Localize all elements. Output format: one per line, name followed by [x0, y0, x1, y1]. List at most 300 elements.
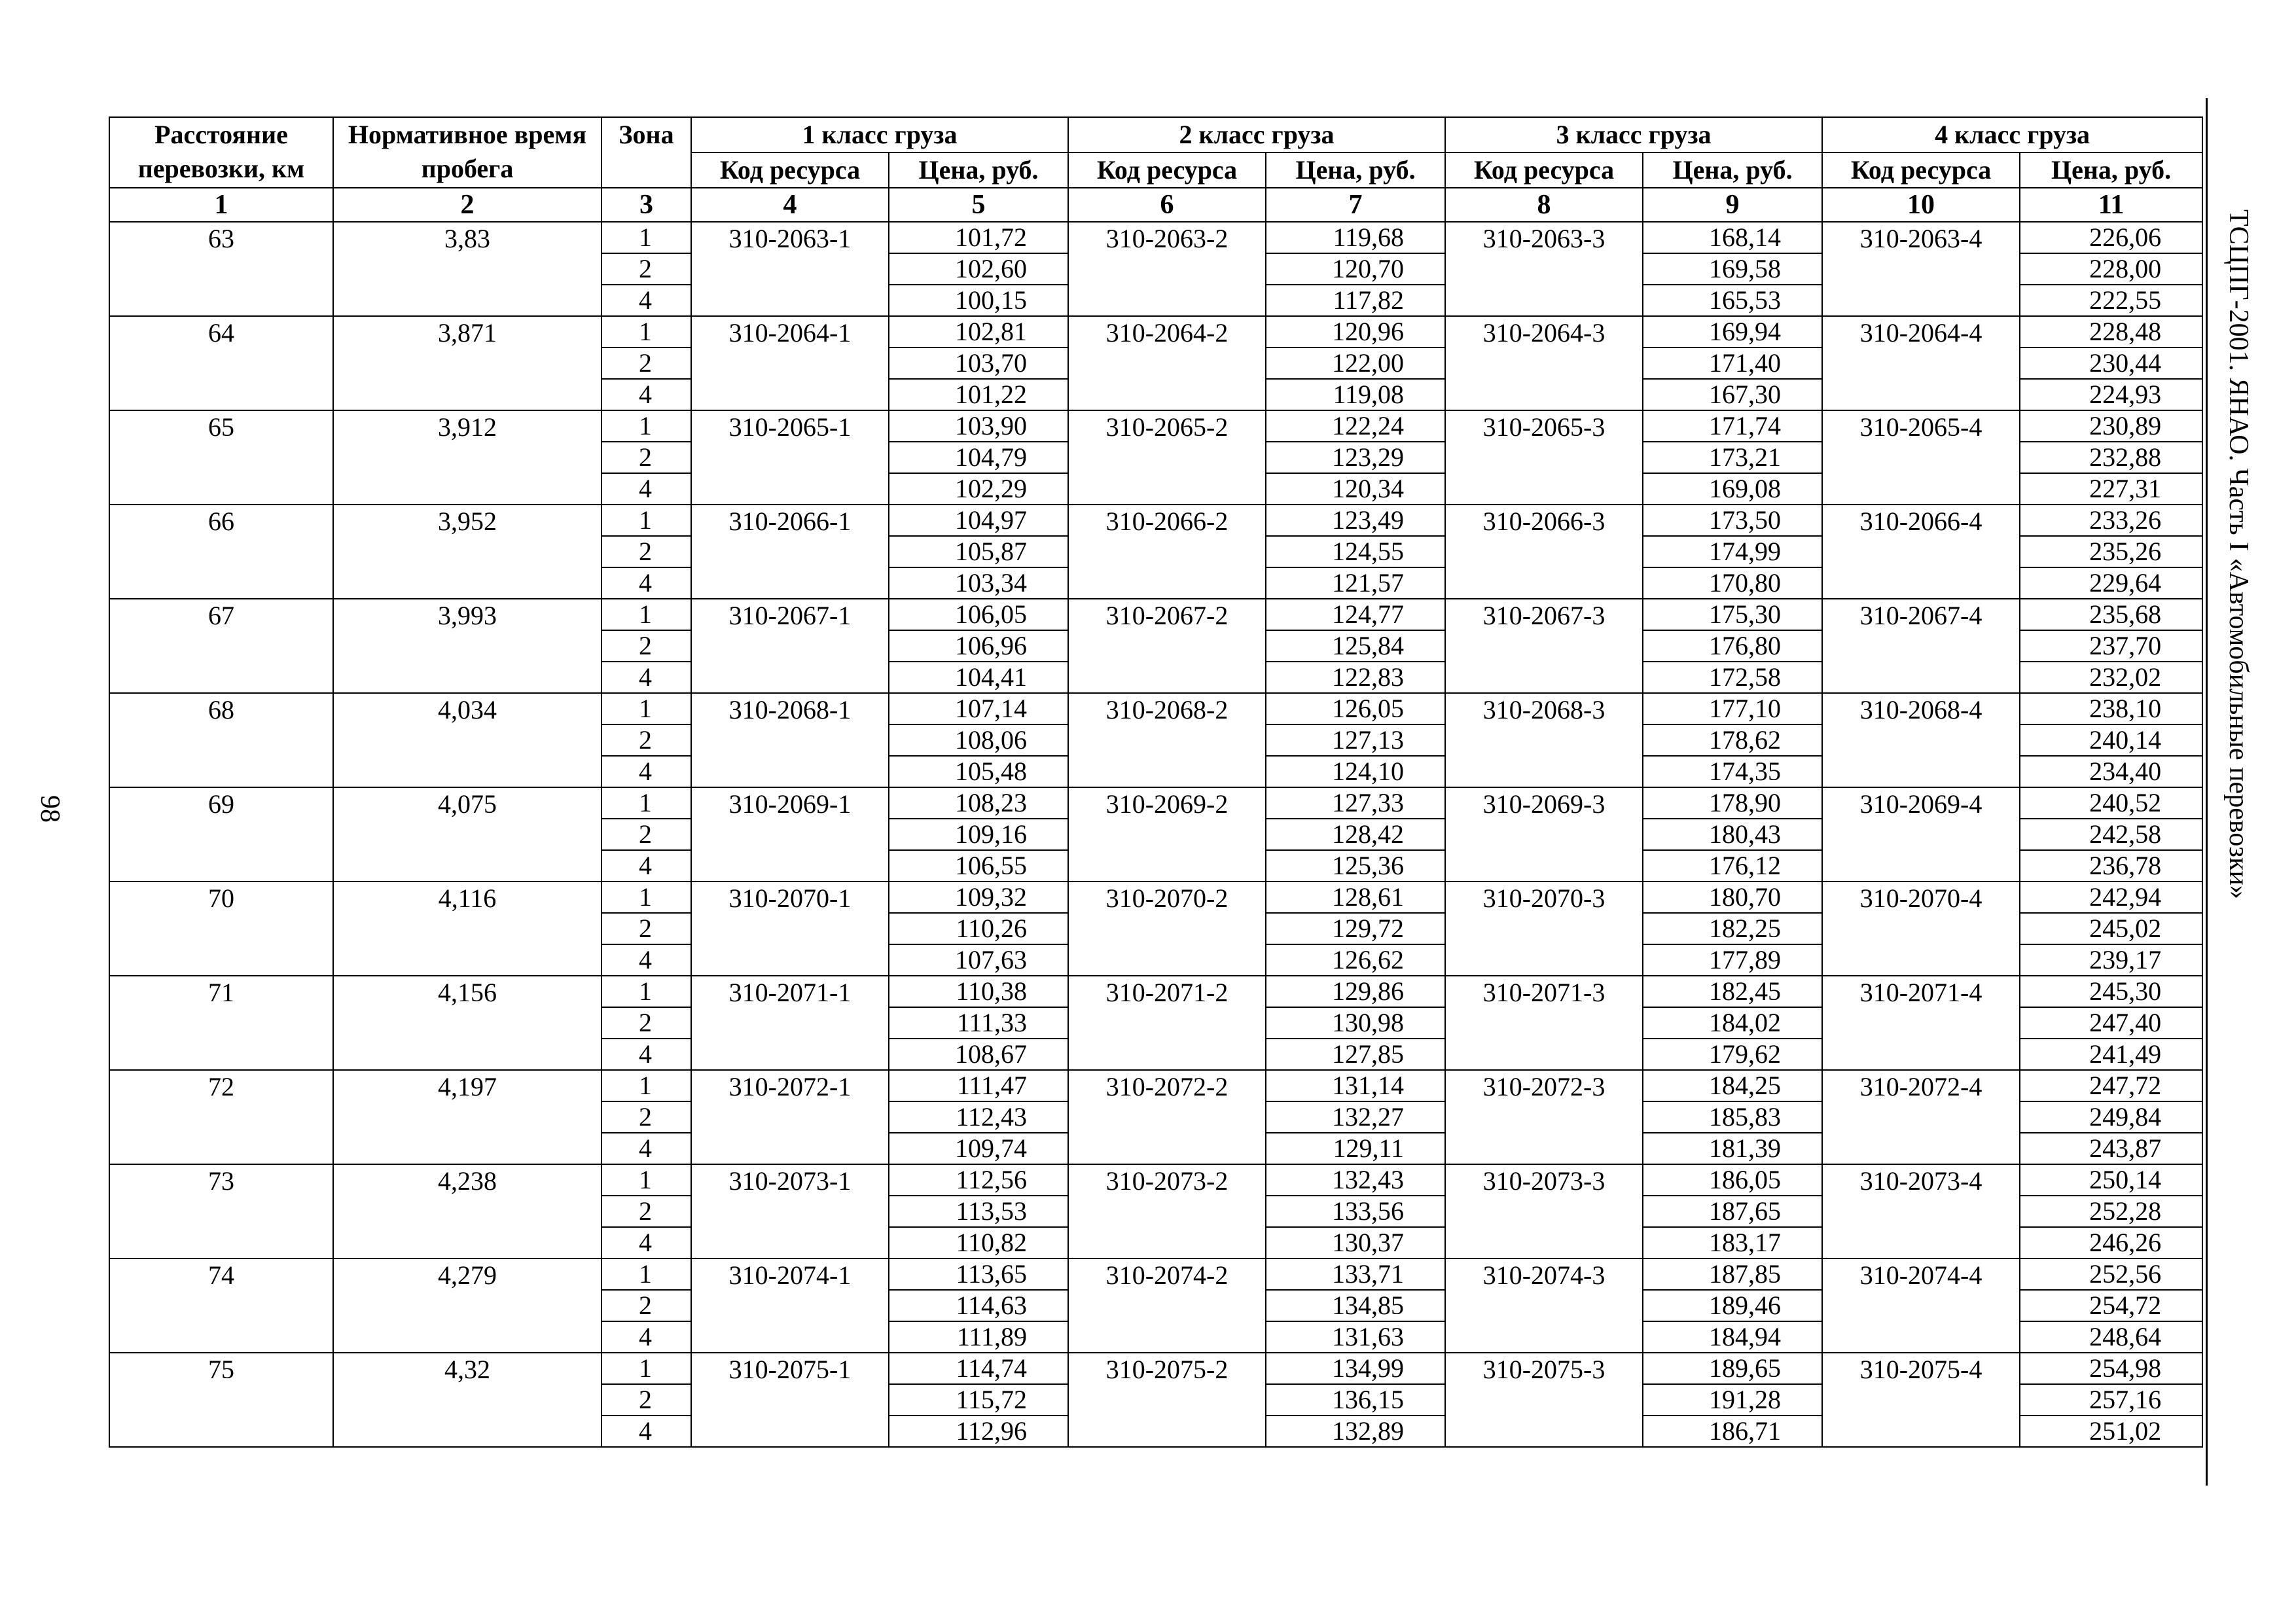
resource-code-cell: 310-2064-4 — [1822, 316, 2020, 410]
time-cell: 4,116 — [333, 882, 601, 976]
price-cell: 169,58 — [1643, 253, 1822, 285]
table-row — [109, 1164, 2202, 1196]
header-distance-label: Расстояние перевозки, км — [137, 120, 305, 183]
resource-code-cell: 310-2063-2 — [1068, 222, 1266, 316]
distance-cell: 66 — [109, 505, 333, 599]
price-cell: 250,14 — [2020, 1164, 2202, 1196]
price-cell: 122,24 — [1266, 410, 1445, 442]
price-cell: 184,25 — [1643, 1070, 1822, 1101]
price-cell: 104,97 — [889, 505, 1068, 536]
header-zone-label: Зона — [619, 120, 674, 149]
price-cell: 124,55 — [1266, 536, 1445, 567]
resource-code-cell: 310-2064-2 — [1068, 316, 1266, 410]
price-cell: 111,33 — [889, 1007, 1068, 1039]
price-cell: 179,62 — [1643, 1039, 1822, 1070]
zone-cell: 4 — [601, 1321, 691, 1353]
price-cell: 114,74 — [889, 1353, 1068, 1384]
column-number: 2 — [333, 188, 601, 222]
zone-cell: 1 — [601, 222, 691, 253]
header-time-label: Нормативное время пробега — [348, 120, 587, 183]
resource-code-cell: 310-2063-3 — [1445, 222, 1643, 316]
resource-code-cell: 310-2067-4 — [1822, 599, 2020, 693]
zone-cell: 1 — [601, 976, 691, 1007]
price-cell: 181,39 — [1643, 1133, 1822, 1164]
header-price-2: Цена, руб. — [1266, 152, 1445, 188]
price-cell: 106,05 — [889, 599, 1068, 630]
column-number-row — [109, 188, 2202, 222]
resource-code-cell: 310-2070-2 — [1068, 882, 1266, 976]
distance-cell: 70 — [109, 882, 333, 976]
header-price-4: Цена, руб. — [2020, 152, 2202, 188]
price-cell: 229,64 — [2020, 567, 2202, 599]
price-cell: 227,31 — [2020, 473, 2202, 505]
price-cell: 252,28 — [2020, 1196, 2202, 1227]
price-cell: 237,70 — [2020, 630, 2202, 662]
price-cell: 239,17 — [2020, 944, 2202, 976]
price-cell: 110,82 — [889, 1227, 1068, 1258]
zone-cell: 1 — [601, 882, 691, 913]
resource-code-cell: 310-2072-3 — [1445, 1070, 1643, 1164]
table-row — [109, 1070, 2202, 1101]
price-cell: 108,23 — [889, 787, 1068, 819]
column-number: 10 — [1822, 188, 2020, 222]
header-code-3: Код ресурса — [1445, 152, 1643, 188]
zone-cell: 4 — [601, 850, 691, 882]
zone-cell: 2 — [601, 253, 691, 285]
price-cell: 104,41 — [889, 662, 1068, 693]
header-time — [333, 117, 601, 188]
price-cell: 184,94 — [1643, 1321, 1822, 1353]
running-header-text: ТСЦПГ-2001. ЯНАО. Часть I «Автомобильные перевозки» — [2223, 209, 2253, 899]
resource-code-cell: 310-2065-2 — [1068, 410, 1266, 505]
price-cell: 242,58 — [2020, 819, 2202, 850]
price-cell: 111,89 — [889, 1321, 1068, 1353]
price-cell: 169,08 — [1643, 473, 1822, 505]
resource-code-cell: 310-2068-3 — [1445, 693, 1643, 787]
resource-code-cell: 310-2068-2 — [1068, 693, 1266, 787]
price-cell: 238,10 — [2020, 693, 2202, 724]
price-cell: 226,06 — [2020, 222, 2202, 253]
zone-cell: 2 — [601, 819, 691, 850]
header-class1: 1 класс груза — [691, 117, 1068, 152]
price-cell: 129,11 — [1266, 1133, 1445, 1164]
time-cell: 4,034 — [333, 693, 601, 787]
price-cell: 126,05 — [1266, 693, 1445, 724]
price-cell: 110,38 — [889, 976, 1068, 1007]
resource-code-cell: 310-2064-3 — [1445, 316, 1643, 410]
distance-cell: 65 — [109, 410, 333, 505]
price-cell: 128,42 — [1266, 819, 1445, 850]
resource-code-cell: 310-2073-4 — [1822, 1164, 2020, 1258]
price-cell: 120,34 — [1266, 473, 1445, 505]
price-cell: 187,85 — [1643, 1258, 1822, 1290]
price-cell: 170,80 — [1643, 567, 1822, 599]
price-cell: 112,56 — [889, 1164, 1068, 1196]
zone-cell: 1 — [601, 1258, 691, 1290]
price-cell: 122,00 — [1266, 348, 1445, 379]
running-header — [2206, 98, 2278, 1486]
header-class4: 4 класс груза — [1822, 117, 2202, 152]
resource-code-cell: 310-2067-1 — [691, 599, 889, 693]
price-cell: 236,78 — [2020, 850, 2202, 882]
price-cell: 177,89 — [1643, 944, 1822, 976]
table-row — [109, 316, 2202, 348]
time-cell: 3,83 — [333, 222, 601, 316]
price-cell: 127,33 — [1266, 787, 1445, 819]
resource-code-cell: 310-2074-3 — [1445, 1258, 1643, 1353]
price-cell: 125,84 — [1266, 630, 1445, 662]
zone-cell: 1 — [601, 410, 691, 442]
header-zone — [601, 117, 691, 188]
resource-code-cell: 310-2068-1 — [691, 693, 889, 787]
price-cell: 233,26 — [2020, 505, 2202, 536]
time-cell: 4,238 — [333, 1164, 601, 1258]
price-cell: 230,44 — [2020, 348, 2202, 379]
zone-cell: 2 — [601, 1384, 691, 1416]
resource-code-cell: 310-2067-3 — [1445, 599, 1643, 693]
tariff-table — [109, 116, 2203, 1448]
price-cell: 113,65 — [889, 1258, 1068, 1290]
price-cell: 103,70 — [889, 348, 1068, 379]
price-cell: 115,72 — [889, 1384, 1068, 1416]
price-cell: 129,86 — [1266, 976, 1445, 1007]
price-cell: 243,87 — [2020, 1133, 2202, 1164]
zone-cell: 4 — [601, 1039, 691, 1070]
price-cell: 228,48 — [2020, 316, 2202, 348]
price-cell: 131,63 — [1266, 1321, 1445, 1353]
price-cell: 178,90 — [1643, 787, 1822, 819]
price-cell: 191,28 — [1643, 1384, 1822, 1416]
price-cell: 100,15 — [889, 285, 1068, 316]
header-code-4: Код ресурса — [1822, 152, 2020, 188]
price-cell: 125,36 — [1266, 850, 1445, 882]
table-row — [109, 1353, 2202, 1384]
resource-code-cell: 310-2069-1 — [691, 787, 889, 882]
price-cell: 232,88 — [2020, 442, 2202, 473]
resource-code-cell: 310-2070-3 — [1445, 882, 1643, 976]
price-cell: 187,65 — [1643, 1196, 1822, 1227]
price-cell: 245,02 — [2020, 913, 2202, 944]
price-cell: 106,55 — [889, 850, 1068, 882]
price-cell: 254,98 — [2020, 1353, 2202, 1384]
resource-code-cell: 310-2075-2 — [1068, 1353, 1266, 1447]
distance-cell: 67 — [109, 599, 333, 693]
price-cell: 230,89 — [2020, 410, 2202, 442]
price-cell: 106,96 — [889, 630, 1068, 662]
price-cell: 184,02 — [1643, 1007, 1822, 1039]
resource-code-cell: 310-2074-2 — [1068, 1258, 1266, 1353]
header-class3: 3 класс груза — [1445, 117, 1822, 152]
price-cell: 248,64 — [2020, 1321, 2202, 1353]
price-cell: 169,94 — [1643, 316, 1822, 348]
price-cell: 182,45 — [1643, 976, 1822, 1007]
resource-code-cell: 310-2063-4 — [1822, 222, 2020, 316]
price-cell: 183,17 — [1643, 1227, 1822, 1258]
price-cell: 224,93 — [2020, 379, 2202, 410]
price-cell: 180,70 — [1643, 882, 1822, 913]
distance-cell: 74 — [109, 1258, 333, 1353]
price-cell: 130,37 — [1266, 1227, 1445, 1258]
price-cell: 117,82 — [1266, 285, 1445, 316]
price-cell: 124,77 — [1266, 599, 1445, 630]
price-cell: 109,16 — [889, 819, 1068, 850]
price-cell: 174,99 — [1643, 536, 1822, 567]
resource-code-cell: 310-2071-4 — [1822, 976, 2020, 1070]
time-cell: 4,197 — [333, 1070, 601, 1164]
price-cell: 109,74 — [889, 1133, 1068, 1164]
price-cell: 245,30 — [2020, 976, 2202, 1007]
time-cell: 4,279 — [333, 1258, 601, 1353]
price-cell: 132,27 — [1266, 1101, 1445, 1133]
price-cell: 103,90 — [889, 410, 1068, 442]
resource-code-cell: 310-2075-4 — [1822, 1353, 2020, 1447]
price-cell: 247,40 — [2020, 1007, 2202, 1039]
price-cell: 101,72 — [889, 222, 1068, 253]
table-row — [109, 787, 2202, 819]
resource-code-cell: 310-2073-2 — [1068, 1164, 1266, 1258]
zone-cell: 2 — [601, 348, 691, 379]
resource-code-cell: 310-2066-4 — [1822, 505, 2020, 599]
resource-code-cell: 310-2070-1 — [691, 882, 889, 976]
price-cell: 134,85 — [1266, 1290, 1445, 1321]
price-cell: 133,71 — [1266, 1258, 1445, 1290]
page-number: 98 — [35, 795, 65, 823]
resource-code-cell: 310-2071-2 — [1068, 976, 1266, 1070]
distance-cell: 69 — [109, 787, 333, 882]
resource-code-cell: 310-2069-3 — [1445, 787, 1643, 882]
price-cell: 102,29 — [889, 473, 1068, 505]
price-cell: 173,21 — [1643, 442, 1822, 473]
price-cell: 136,15 — [1266, 1384, 1445, 1416]
price-cell: 121,57 — [1266, 567, 1445, 599]
distance-cell: 64 — [109, 316, 333, 410]
price-cell: 113,53 — [889, 1196, 1068, 1227]
zone-cell: 2 — [601, 1101, 691, 1133]
price-cell: 103,34 — [889, 567, 1068, 599]
price-cell: 131,14 — [1266, 1070, 1445, 1101]
resource-code-cell: 310-2064-1 — [691, 316, 889, 410]
column-number: 7 — [1266, 188, 1445, 222]
distance-cell: 72 — [109, 1070, 333, 1164]
column-number: 9 — [1643, 188, 1822, 222]
header-price-1: Цена, руб. — [889, 152, 1068, 188]
column-number: 11 — [2020, 188, 2202, 222]
price-cell: 165,53 — [1643, 285, 1822, 316]
price-cell: 240,52 — [2020, 787, 2202, 819]
price-cell: 251,02 — [2020, 1416, 2202, 1447]
column-number: 6 — [1068, 188, 1266, 222]
price-cell: 176,80 — [1643, 630, 1822, 662]
price-cell: 102,60 — [889, 253, 1068, 285]
header-code-1: Код ресурса — [691, 152, 889, 188]
price-cell: 123,29 — [1266, 442, 1445, 473]
price-cell: 132,43 — [1266, 1164, 1445, 1196]
price-cell: 257,16 — [2020, 1384, 2202, 1416]
price-cell: 252,56 — [2020, 1258, 2202, 1290]
time-cell: 4,156 — [333, 976, 601, 1070]
price-cell: 235,26 — [2020, 536, 2202, 567]
resource-code-cell: 310-2072-2 — [1068, 1070, 1266, 1164]
column-number: 4 — [691, 188, 889, 222]
running-header-rule — [2206, 98, 2208, 1486]
price-cell: 119,68 — [1266, 222, 1445, 253]
resource-code-cell: 310-2069-4 — [1822, 787, 2020, 882]
column-number: 5 — [889, 188, 1068, 222]
zone-cell: 4 — [601, 567, 691, 599]
resource-code-cell: 310-2065-1 — [691, 410, 889, 505]
header-distance — [109, 117, 333, 188]
zone-cell: 2 — [601, 630, 691, 662]
zone-cell: 2 — [601, 536, 691, 567]
resource-code-cell: 310-2074-1 — [691, 1258, 889, 1353]
price-cell: 249,84 — [2020, 1101, 2202, 1133]
price-cell: 175,30 — [1643, 599, 1822, 630]
price-cell: 110,26 — [889, 913, 1068, 944]
resource-code-cell: 310-2073-3 — [1445, 1164, 1643, 1258]
zone-cell: 1 — [601, 599, 691, 630]
zone-cell: 2 — [601, 1290, 691, 1321]
zone-cell: 1 — [601, 787, 691, 819]
price-cell: 178,62 — [1643, 724, 1822, 756]
price-cell: 127,85 — [1266, 1039, 1445, 1070]
zone-cell: 2 — [601, 913, 691, 944]
price-cell: 107,14 — [889, 693, 1068, 724]
header-code-2: Код ресурса — [1068, 152, 1266, 188]
price-cell: 123,49 — [1266, 505, 1445, 536]
zone-cell: 2 — [601, 724, 691, 756]
zone-cell: 1 — [601, 1164, 691, 1196]
price-cell: 168,14 — [1643, 222, 1822, 253]
zone-cell: 4 — [601, 473, 691, 505]
price-cell: 108,06 — [889, 724, 1068, 756]
price-cell: 232,02 — [2020, 662, 2202, 693]
price-cell: 105,48 — [889, 756, 1068, 787]
price-cell: 104,79 — [889, 442, 1068, 473]
price-cell: 112,43 — [889, 1101, 1068, 1133]
price-cell: 133,56 — [1266, 1196, 1445, 1227]
price-cell: 112,96 — [889, 1416, 1068, 1447]
resource-code-cell: 310-2065-4 — [1822, 410, 2020, 505]
price-cell: 130,98 — [1266, 1007, 1445, 1039]
price-cell: 189,46 — [1643, 1290, 1822, 1321]
resource-code-cell: 310-2072-4 — [1822, 1070, 2020, 1164]
zone-cell: 2 — [601, 1007, 691, 1039]
resource-code-cell: 310-2066-3 — [1445, 505, 1643, 599]
price-cell: 127,13 — [1266, 724, 1445, 756]
zone-cell: 4 — [601, 379, 691, 410]
price-cell: 189,65 — [1643, 1353, 1822, 1384]
price-cell: 171,74 — [1643, 410, 1822, 442]
resource-code-cell: 310-2072-1 — [691, 1070, 889, 1164]
price-cell: 126,62 — [1266, 944, 1445, 976]
table-row — [109, 505, 2202, 536]
zone-cell: 4 — [601, 1227, 691, 1258]
price-cell: 101,22 — [889, 379, 1068, 410]
price-cell: 119,08 — [1266, 379, 1445, 410]
price-cell: 182,25 — [1643, 913, 1822, 944]
resource-code-cell: 310-2068-4 — [1822, 693, 2020, 787]
table-body — [109, 222, 2202, 1447]
time-cell: 4,32 — [333, 1353, 601, 1447]
distance-cell: 73 — [109, 1164, 333, 1258]
resource-code-cell: 310-2067-2 — [1068, 599, 1266, 693]
price-cell: 134,99 — [1266, 1353, 1445, 1384]
price-cell: 171,40 — [1643, 348, 1822, 379]
distance-cell: 75 — [109, 1353, 333, 1447]
zone-cell: 4 — [601, 1133, 691, 1164]
zone-cell: 4 — [601, 944, 691, 976]
table-row — [109, 599, 2202, 630]
price-cell: 122,83 — [1266, 662, 1445, 693]
price-cell: 129,72 — [1266, 913, 1445, 944]
column-number: 8 — [1445, 188, 1643, 222]
zone-cell: 2 — [601, 1196, 691, 1227]
price-cell: 222,55 — [2020, 285, 2202, 316]
distance-cell: 63 — [109, 222, 333, 316]
price-cell: 167,30 — [1643, 379, 1822, 410]
price-cell: 185,83 — [1643, 1101, 1822, 1133]
price-cell: 132,89 — [1266, 1416, 1445, 1447]
resource-code-cell: 310-2070-4 — [1822, 882, 2020, 976]
column-number: 1 — [109, 188, 333, 222]
zone-cell: 4 — [601, 285, 691, 316]
table-row — [109, 410, 2202, 442]
resource-code-cell: 310-2075-3 — [1445, 1353, 1643, 1447]
time-cell: 3,912 — [333, 410, 601, 505]
time-cell: 3,952 — [333, 505, 601, 599]
time-cell: 3,871 — [333, 316, 601, 410]
price-cell: 246,26 — [2020, 1227, 2202, 1258]
resource-code-cell: 310-2066-1 — [691, 505, 889, 599]
table-row — [109, 1258, 2202, 1290]
header-price-3: Цена, руб. — [1643, 152, 1822, 188]
price-cell: 254,72 — [2020, 1290, 2202, 1321]
table-header — [109, 117, 2202, 222]
time-cell: 3,993 — [333, 599, 601, 693]
zone-cell: 4 — [601, 662, 691, 693]
zone-cell: 4 — [601, 1416, 691, 1447]
zone-cell: 1 — [601, 316, 691, 348]
resource-code-cell: 310-2071-3 — [1445, 976, 1643, 1070]
price-cell: 172,58 — [1643, 662, 1822, 693]
resource-code-cell: 310-2075-1 — [691, 1353, 889, 1447]
table-row — [109, 222, 2202, 253]
price-cell: 114,63 — [889, 1290, 1068, 1321]
resource-code-cell: 310-2063-1 — [691, 222, 889, 316]
header-class2: 2 класс груза — [1068, 117, 1445, 152]
price-cell: 107,63 — [889, 944, 1068, 976]
price-cell: 174,35 — [1643, 756, 1822, 787]
price-cell: 242,94 — [2020, 882, 2202, 913]
price-cell: 120,96 — [1266, 316, 1445, 348]
price-cell: 241,49 — [2020, 1039, 2202, 1070]
time-cell: 4,075 — [333, 787, 601, 882]
resource-code-cell: 310-2071-1 — [691, 976, 889, 1070]
price-cell: 234,40 — [2020, 756, 2202, 787]
resource-code-cell: 310-2066-2 — [1068, 505, 1266, 599]
price-cell: 109,32 — [889, 882, 1068, 913]
price-cell: 180,43 — [1643, 819, 1822, 850]
price-cell: 176,12 — [1643, 850, 1822, 882]
price-cell: 111,47 — [889, 1070, 1068, 1101]
table-row — [109, 976, 2202, 1007]
table-row — [109, 882, 2202, 913]
zone-cell: 2 — [601, 442, 691, 473]
price-cell: 228,00 — [2020, 253, 2202, 285]
zone-cell: 1 — [601, 1070, 691, 1101]
resource-code-cell: 310-2074-4 — [1822, 1258, 2020, 1353]
zone-cell: 1 — [601, 693, 691, 724]
